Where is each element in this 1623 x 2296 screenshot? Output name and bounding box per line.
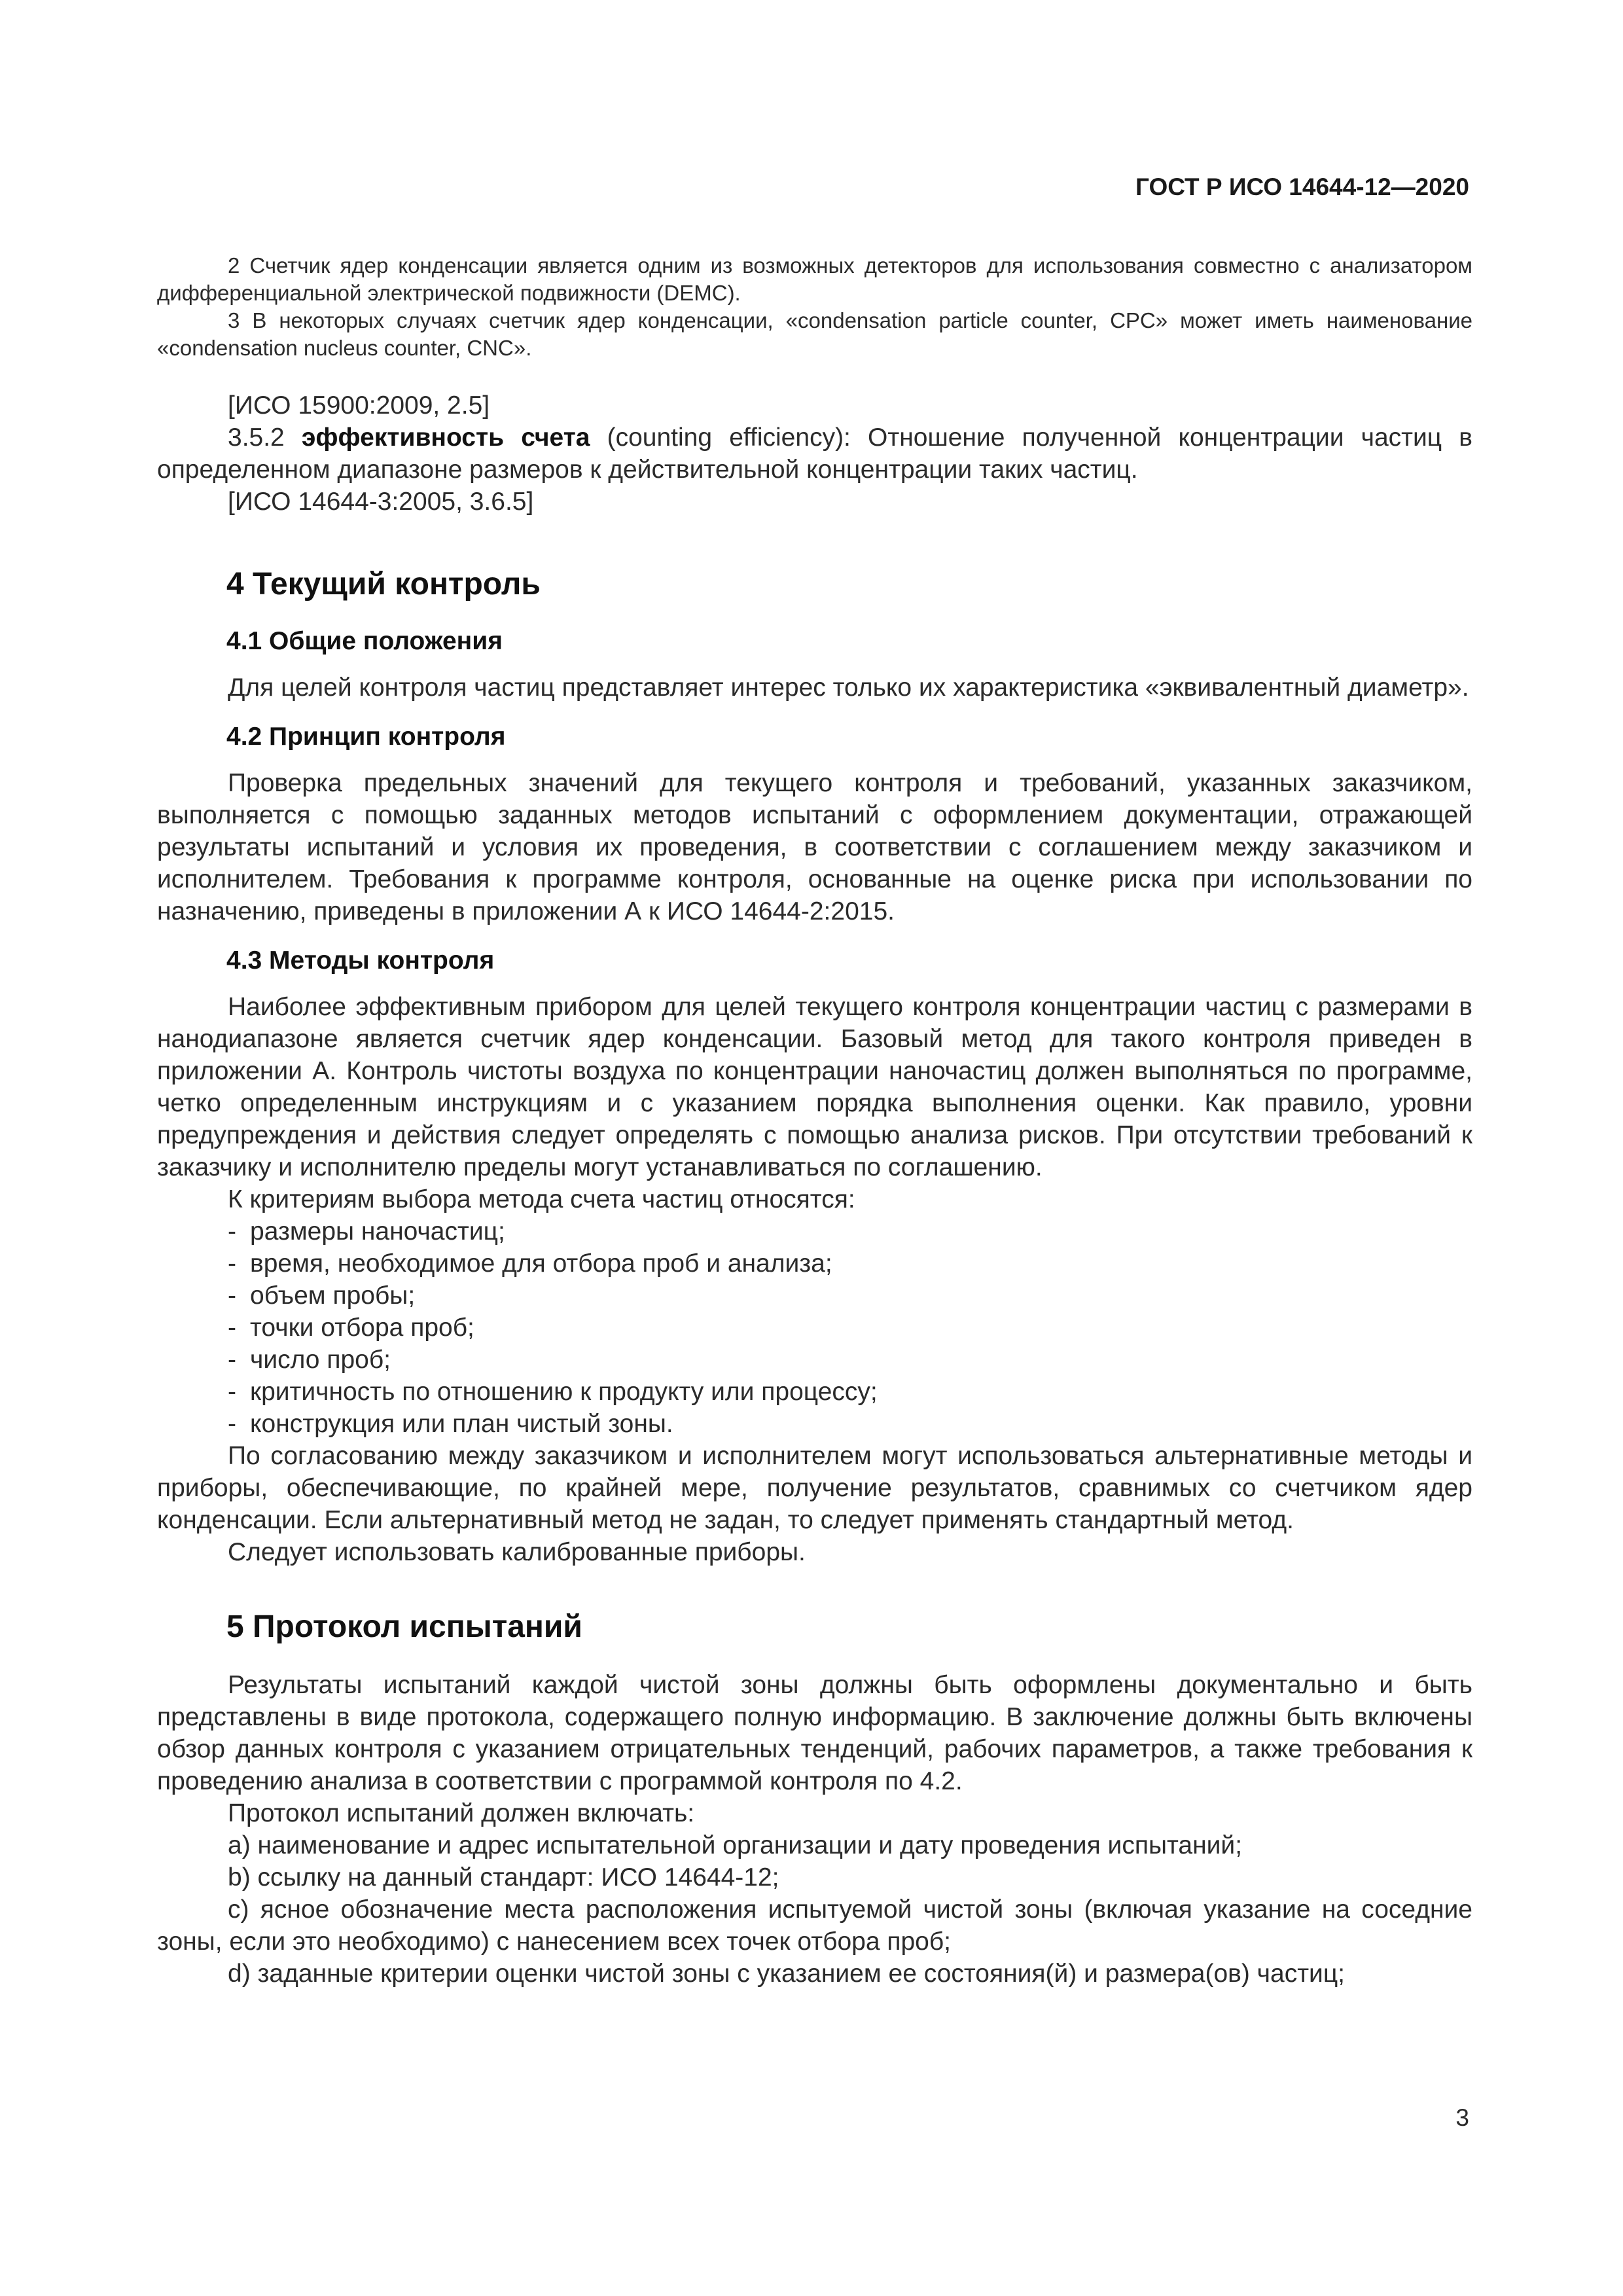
section-5-paragraph-1: Результаты испытаний каждой чистой зоны должны быть оформлены документально и быть представлены в виде протокола, содержащего полную информацию. В заключение должны быть включены обзор данных контроля с указанием отрицательных тенденций, рабочих параметров, а также требования к проведению анализа в соответствии с программой контроля по 4.2. bbox=[157, 1671, 1472, 1796]
list-item-text: время, необходимое для отбора проб и анализа; bbox=[250, 1249, 832, 1278]
document-code: ГОСТ Р ИСО 14644-12—2020 bbox=[1135, 173, 1469, 200]
dash-marker: - bbox=[228, 1282, 236, 1310]
section-4-heading: 4 Текущий контроль bbox=[226, 567, 541, 601]
list-item bbox=[157, 1247, 1472, 1280]
list-item bbox=[157, 1344, 1472, 1376]
section-4-3-heading: 4.3 Методы контроля bbox=[226, 946, 495, 975]
term-3-5-2 bbox=[157, 422, 1472, 486]
dash-marker: - bbox=[228, 1249, 236, 1278]
list-item-text: объем пробы; bbox=[250, 1282, 416, 1310]
dash-marker: - bbox=[228, 1217, 236, 1246]
dash-marker: - bbox=[228, 1314, 236, 1342]
list-item-text: конструкция или план чистый зоны. bbox=[250, 1410, 673, 1439]
protocol-items-list bbox=[157, 1829, 1472, 1990]
dash-marker: - bbox=[228, 1346, 236, 1374]
term-definition: (counting efficiency): Отношение полученной концентрации частиц в определенном диапазоне размеров к действительной концентрации таких частиц. bbox=[157, 423, 1472, 484]
section-4-3-paragraph-1: Наиболее эффективным прибором для целей текущего контроля концентрации частиц с размерами в нанодиапазоне является счетчик ядер конденсации. Базовый метод для такого контроля приведен в приложении А. Контроль чистоты воздуха по концентрации наночастиц должен выполняться по программе, четко определенным инструкциям и с указанием порядка выполнения оценки. Как правило, уровни предупреждения и действия следует определять с помощью анализа рисков. При отсутствии требований к заказчику и исполнителю пределы могут устанавливаться по соглашению. bbox=[157, 993, 1472, 1182]
section-4-3-paragraph-2: К критериям выбора метода счета частиц относятся: bbox=[228, 1185, 855, 1214]
dash-marker: - bbox=[228, 1378, 236, 1407]
section-4-3-paragraph-3: По согласованию между заказчиком и исполнителем могут использоваться альтернативные методы и приборы, обеспечивающие, по крайней мере, получение результатов, сравнимых со счетчиком ядер конденсации. Если альтернативный метод не задан, то следует применять стандартный метод. bbox=[157, 1442, 1472, 1535]
list-item: b) ссылку на данный стандарт: ИСО 14644-12; bbox=[228, 1863, 779, 1892]
list-item bbox=[157, 1408, 1472, 1440]
list-item-text: критичность по отношению к продукту или процессу; bbox=[250, 1378, 878, 1407]
criteria-list bbox=[157, 1215, 1472, 1440]
note-3: 3 В некоторых случаях счетчик ядер конденсации, «condensation particle counter, CPC» может иметь наименование «condensation nucleus counter, CNC». bbox=[157, 308, 1472, 360]
list-item bbox=[157, 1376, 1472, 1408]
section-5-paragraph-2: Протокол испытаний должен включать: bbox=[228, 1799, 695, 1828]
list-item-text: размеры наночастиц; bbox=[250, 1217, 505, 1246]
note-2: 2 Счетчик ядер конденсации является одним из возможных детекторов для использования совместно с анализатором дифференциальной электрической подвижности (DEMC). bbox=[157, 253, 1472, 305]
list-item-text: точки отбора проб; bbox=[250, 1314, 474, 1342]
list-item: c) ясное обозначение места расположения испытуемой чистой зоны (включая указание на соседние зоны, если это необходимо) с нанесением всех точек отбора проб; bbox=[157, 1895, 1472, 1956]
section-4-1-text: Для целей контроля частиц представляет интерес только их характеристика «эквивалентный диаметр». bbox=[228, 673, 1469, 702]
page-content bbox=[157, 252, 1472, 1990]
section-4-2-text: Проверка предельных значений для текущего контроля и требований, указанных заказчиком, выполняется с помощью заданных методов испытаний с оформлением документации, отражающей результаты испытаний и условия их проведения, в соответствии с соглашением между заказчиком и исполнителем. Требования к программе контроля, основанные на оценке риска при использовании по назначению, приведены в приложении А к ИСО 14644-2:2015. bbox=[157, 769, 1472, 926]
term-number: 3.5.2 bbox=[228, 423, 285, 452]
list-item bbox=[157, 1215, 1472, 1247]
section-4-3-paragraph-4: Следует использовать калиброванные приборы. bbox=[228, 1538, 806, 1567]
list-item bbox=[157, 1312, 1472, 1344]
reference-iso-15900: [ИСО 15900:2009, 2.5] bbox=[228, 391, 490, 420]
list-item: a) наименование и адрес испытательной организации и дату проведения испытаний; bbox=[228, 1831, 1243, 1860]
list-item: d) заданные критерии оценки чистой зоны с указанием ее состояния(й) и размера(ов) частиц; bbox=[228, 1960, 1346, 1988]
section-5-heading: 5 Протокол испытаний bbox=[226, 1609, 582, 1645]
section-4-1-heading: 4.1 Общие положения bbox=[226, 627, 503, 656]
reference-iso-14644-3: [ИСО 14644-3:2005, 3.6.5] bbox=[228, 488, 534, 516]
list-item bbox=[157, 1280, 1472, 1312]
page-number: 3 bbox=[1455, 2104, 1469, 2131]
dash-marker: - bbox=[228, 1410, 236, 1439]
section-4-2-heading: 4.2 Принцип контроля bbox=[226, 723, 506, 751]
term-name: эффективность счета bbox=[301, 423, 590, 452]
list-item-text: число проб; bbox=[250, 1346, 391, 1374]
